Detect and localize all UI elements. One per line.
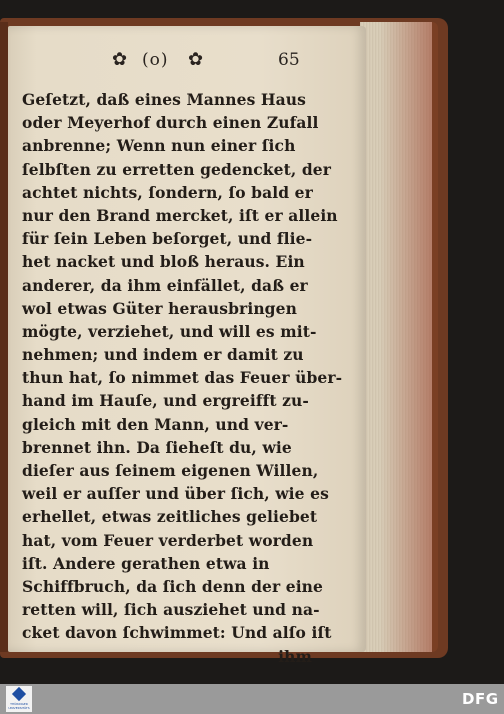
text-line: brennet ihn. Da ſieheſt du, wie — [22, 437, 292, 457]
text-line: wol etwas Güter herausbringen — [22, 298, 297, 318]
text-line: nehmen; und indem er damit zu — [22, 345, 304, 365]
text-line: erhellet, etwas zeitliches geliebet — [22, 507, 318, 527]
text-line: gleich mit den Mann, und ver- — [22, 414, 289, 434]
flower-ornament-icon: ✿ — [112, 49, 128, 70]
text-line: het nacket und bloß heraus. Ein — [22, 252, 305, 272]
cover-edge — [0, 22, 8, 652]
text-line: Geſetzt, daß eines Mannes Haus — [22, 90, 307, 109]
text-line: hat, vom Feuer verderbet worden — [22, 530, 314, 550]
library-logo[interactable] — [6, 686, 32, 712]
page-text — [22, 88, 343, 668]
page-header — [108, 48, 308, 76]
text-line: Schiffbruch, da ſich denn der eine — [22, 576, 324, 596]
text-line: ſelbſten zu erretten gedencket, der — [22, 159, 332, 179]
text-line: anderer, da ihm einfället, daß er — [22, 275, 308, 295]
dfg-logo[interactable]: DFG — [462, 690, 499, 708]
text-line: cket davon ſchwimmet: Und alſo iſt — [22, 623, 332, 643]
page-edges-shade — [380, 22, 432, 652]
text-line: oder Meyerhof durch einen Zufall — [22, 113, 319, 133]
text-line: anbrenne; Wenn nun einer ſich — [22, 136, 296, 156]
text-line: achtet nichts, ſondern, ſo bald er — [22, 182, 313, 202]
flower-ornament-icon: ✿ — [188, 49, 204, 70]
text-line: weil er auſſer und über ſich, wie es — [22, 484, 329, 504]
viewer-footer-bar — [0, 684, 504, 714]
library-logo-icon — [12, 687, 26, 701]
text-line: retten will, ſich ausziehet und na- — [22, 600, 320, 620]
text-line: thun hat, ſo nimmet das Feuer über- — [22, 368, 343, 388]
page-number: 65 — [278, 50, 300, 70]
text-line: hand im Hauſe, und ergreifft zu- — [22, 391, 309, 411]
catchword: ihm — [278, 646, 312, 666]
text-line: iſt. Andere gerathen etwa in — [22, 553, 270, 573]
library-logo-text: THÜRINGER UNIVERSITÄTS — [8, 702, 30, 710]
text-line: für ſein Leben beſorget, und flie- — [22, 229, 313, 249]
text-line: dieſer aus ſeinem eigenen Willen, — [22, 461, 319, 480]
text-line: nur den Brand mercket, iſt er allein — [22, 205, 338, 225]
signature-mark: (o) — [142, 50, 169, 70]
text-line: mögte, verziehet, und will es mit- — [22, 321, 317, 341]
